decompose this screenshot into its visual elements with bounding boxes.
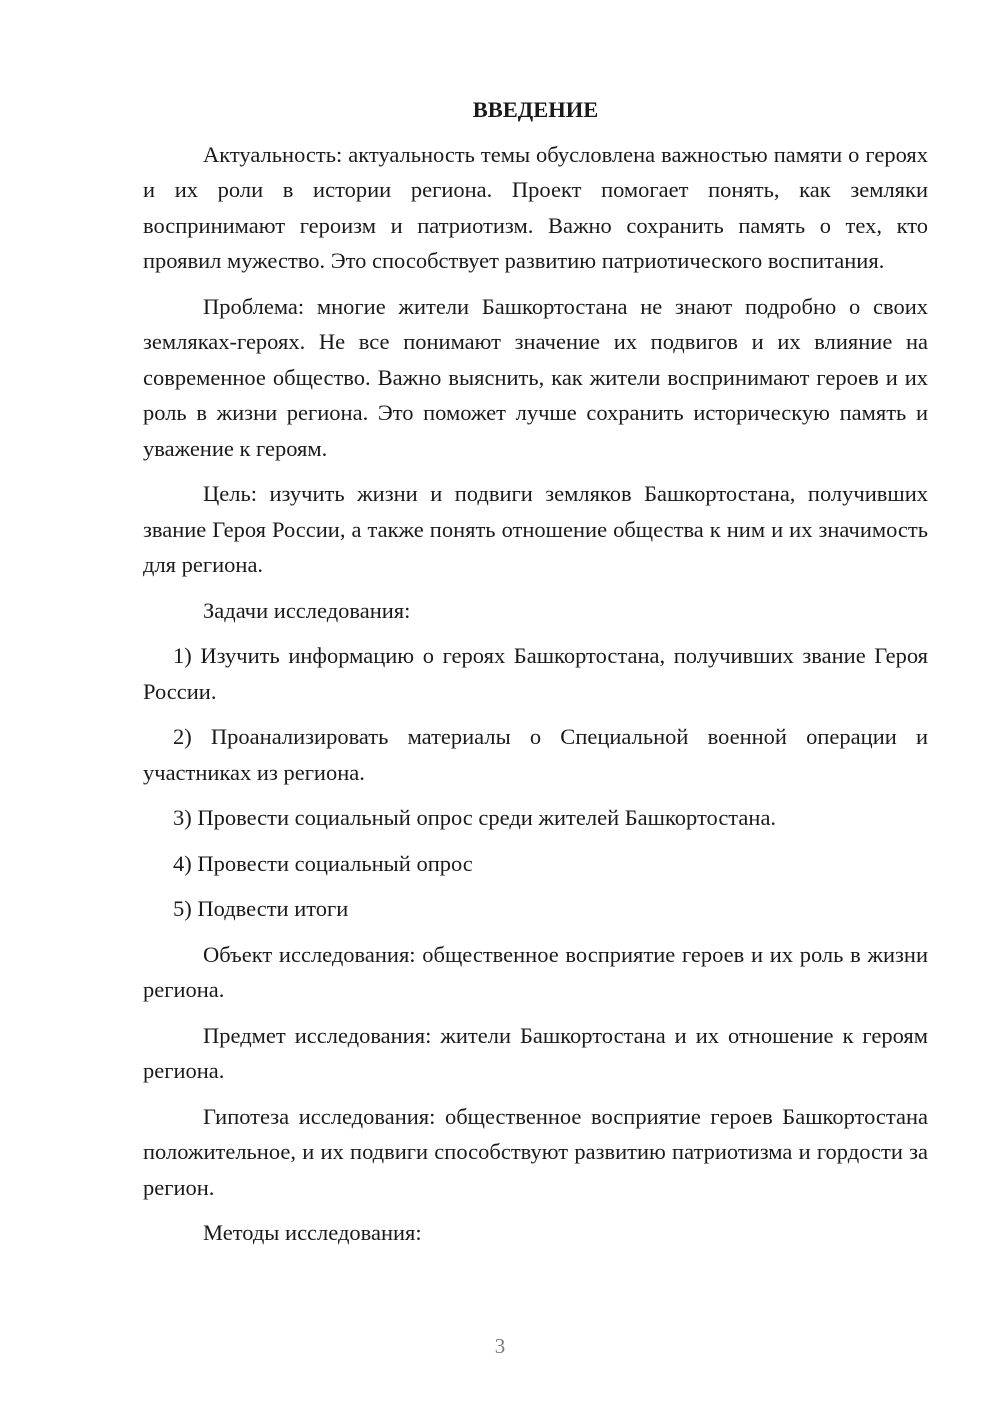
task-item-5: 5) Подвести итоги <box>173 896 349 921</box>
page-number: 3 <box>494 1334 506 1358</box>
section-title: ВВЕДЕНИЕ <box>472 97 599 122</box>
task-item-3: 3) Провести социальный опрос среди жителей Башкортостана. <box>173 805 777 830</box>
problem-paragraph: Проблема: многие жители Башкортостана не знают подробно о своих земляках-героях. Не все понимают значение их подвигов и их влияние на современное общество. Важно выяснить, как жители воспринимают героев и их роль в жизни региона. Это поможет лучше сохранить историческую память и уважение к героям. <box>143 293 928 461</box>
goal-paragraph: Цель: изучить жизни и подвиги земляков Башкортостана, получивших звание Героя России, а также понять отношение общества к ним и их значимость для региона. <box>143 481 928 577</box>
task-item-4: 4) Провести социальный опрос <box>173 850 473 876</box>
subject-paragraph: Предмет исследования: жители Башкортостана и их отношение к героям региона. <box>143 1022 928 1083</box>
object-paragraph: Объект исследования: общественное восприятие героев и их роль в жизни региона. <box>143 941 928 1002</box>
task-item-2: 2) Проанализировать материалы о Специальной военной операции и участниках из региона. <box>143 724 928 785</box>
methods-heading: Методы исследования: <box>203 1220 422 1245</box>
hypothesis-paragraph: Гипотеза исследования: общественное восприятие героев Башкортостана положительное, и их подвиги способствуют развитию патриотизма и гордости за регион. <box>143 1103 928 1200</box>
tasks-heading: Задачи исследования: <box>203 597 411 623</box>
relevance-paragraph: Актуальность: актуальность темы обусловлена важностью памяти о героях и их роли в истории региона. Проект помогает понять, как земляки воспринимают героизм и патриотизм. Важно сохранить память о тех, кто проявил мужество. Это способствует развитию патриотического воспитания. <box>143 141 928 273</box>
task-item-1: 1) Изучить информацию о героях Башкортостана, получивших звание Героя России. <box>143 643 928 704</box>
document-page <box>143 92 928 1261</box>
